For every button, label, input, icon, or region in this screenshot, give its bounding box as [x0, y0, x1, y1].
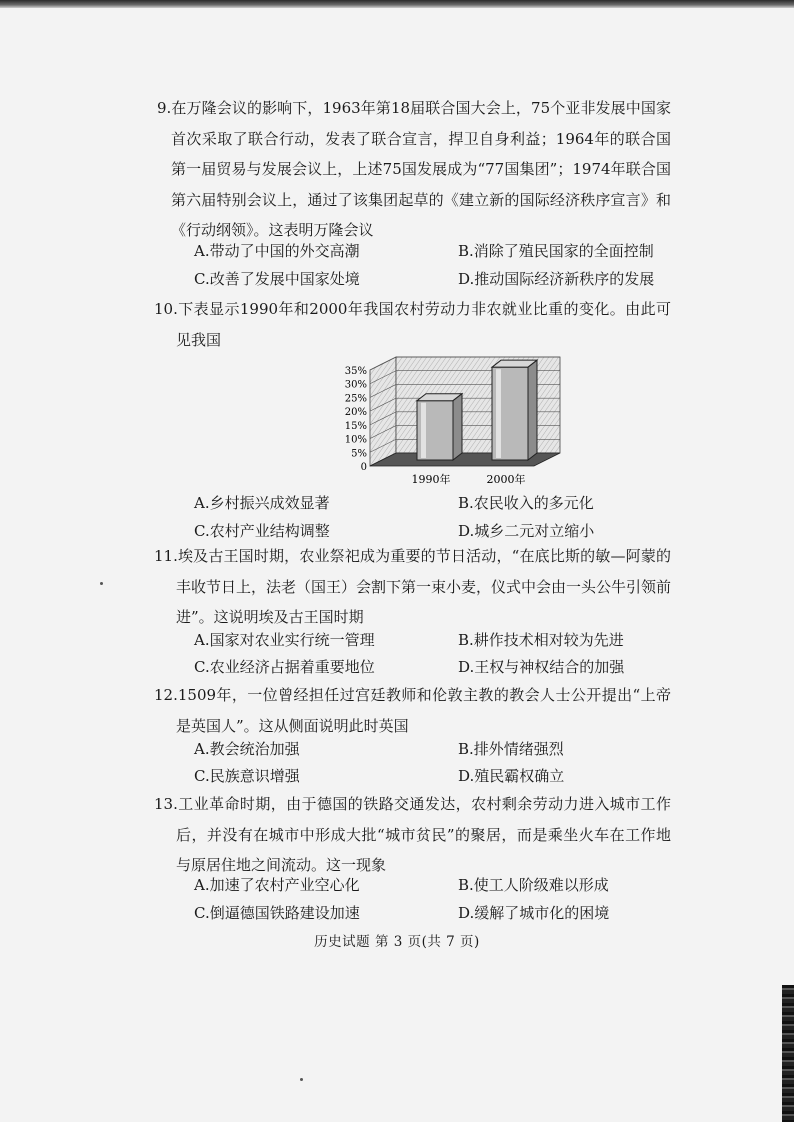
question-10-option-c: C.农村产业结构调整 [194, 522, 330, 540]
chart-bar-1-highlight [421, 403, 426, 458]
question-11-option-c: C.农业经济占据着重要地位 [194, 658, 375, 676]
chart-y-tick-label: 15% [344, 420, 367, 432]
chart-y-tick-label: 5% [351, 448, 367, 460]
question-11-option-a: A.国家对农业实行统一管理 [194, 631, 375, 649]
question-11-stem: 11.埃及古王国时期，农业祭祀成为重要的节日活动，“在底比斯的敏—阿蒙的丰收节日上，法老（国王）会割下第一束小麦，仪式中会由一头公牛引领前进”。这说明埃及古王国时期 [154, 547, 672, 626]
question-9-stem: 9.在万隆会议的影响下，1963年第18届联合国大会上，75个亚非发展中国家首次采取了联合行动，发表了联合宣言，捍卫自身利益；1964年的联合国第一届贸易与发展会议上，上述75国发展成为“77国集团”；1974年联合国第六届特别会议上，通过了该集团起草的《建立新的国际经济秩序宣言》和《行动纲领》。这表明万隆会议 [157, 99, 671, 239]
chart-y-tick-label: 25% [344, 393, 367, 405]
question-12-option-b: B.排外情绪强烈 [458, 740, 564, 758]
chart-y-tick-label: 0 [360, 462, 367, 473]
question-10-option-b: B.农民收入的多元化 [458, 494, 594, 512]
chart-y-tick-label: 20% [344, 407, 367, 419]
chart-side-wall [370, 357, 396, 466]
chart-bar-2-side [528, 360, 537, 460]
question-12-option-a: A.教会统治加强 [194, 740, 300, 758]
chart-bar-2-highlight [496, 369, 501, 458]
question-12-option-d: D.殖民霸权确立 [458, 767, 565, 785]
question-11-option-d: D.王权与神权结合的加强 [458, 658, 625, 676]
chart-x-tick-label: 2000年 [486, 473, 526, 486]
question-10-option-d: D.城乡二元对立缩小 [458, 522, 595, 540]
question-11-option-b: B.耕作技术相对较为先进 [458, 631, 624, 649]
page-footer: 历史试题 第 3 页(共 7 页) [314, 934, 480, 950]
question-13-option-c: C.倒逼德国铁路建设加速 [194, 904, 360, 922]
question-13-option-a: A.加速了农村产业空心化 [194, 876, 360, 894]
chart-x-tick-label: 1990年 [411, 473, 451, 486]
question-13-option-d: D.缓解了城市化的困境 [458, 904, 610, 922]
question-10-option-a: A.乡村振兴成效显著 [194, 494, 330, 512]
chart-y-tick-label: 30% [344, 379, 367, 391]
question-13-option-b: B.使工人阶级难以形成 [458, 876, 609, 894]
question-9-option-c: C.改善了发展中国家处境 [194, 270, 360, 288]
question-12-option-c: C.民族意识增强 [194, 767, 300, 785]
question-12-stem: 12.1509年，一位曾经担任过宫廷教师和伦敦主教的教会人士公开提出“上帝是英国人”。这从侧面说明此时英国 [154, 686, 671, 735]
question-13-stem: 13.工业革命时期，由于德国的铁路交通发达，农村剩余劳动力进入城市工作后，并没有在城市中形成大批“城市贫民”的聚居，而是乘坐火车在工作地与原居住地之间流动。这一现象 [154, 795, 671, 874]
scan-speck [300, 1078, 303, 1081]
question-9-option-b: B.消除了殖民国家的全面控制 [458, 242, 654, 260]
bar-chart [340, 348, 570, 488]
scan-speck [100, 582, 103, 585]
chart-y-tick-label: 10% [344, 434, 367, 446]
bar-chart-svg [340, 348, 570, 488]
question-9-option-d: D.推动国际经济新秩序的发展 [458, 270, 655, 288]
chart-y-tick-label: 35% [344, 366, 367, 377]
question-9-option-a: A.带动了中国的外交高潮 [194, 242, 360, 260]
question-10-stem: 10.下表显示1990年和2000年我国农村劳动力非农就业比重的变化。由此可见我国 [154, 300, 671, 349]
chart-bar-1-side [453, 394, 462, 460]
